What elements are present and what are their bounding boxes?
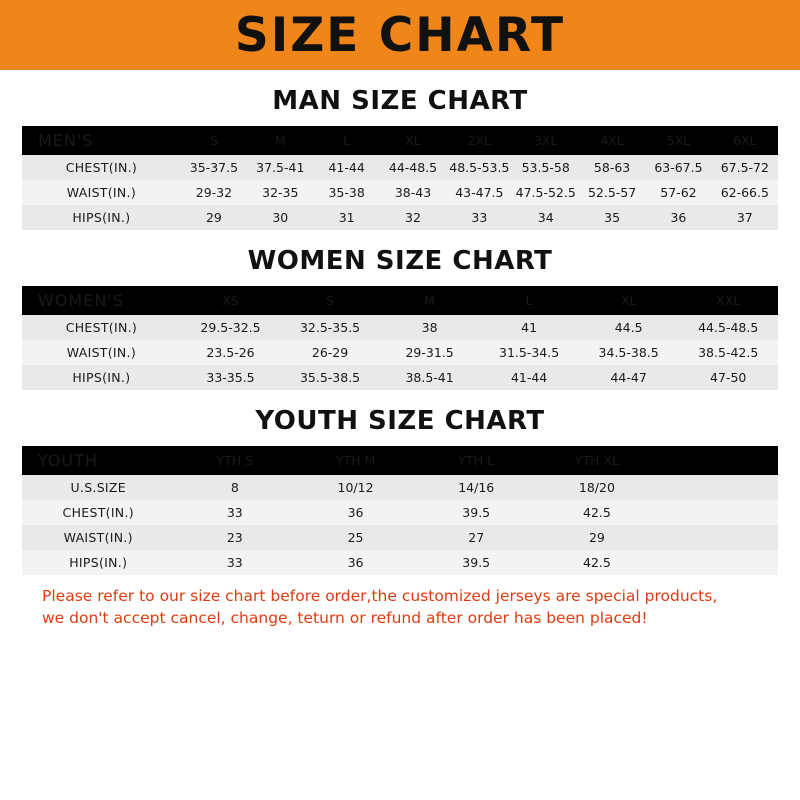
- youth-table-head: [22, 446, 778, 475]
- cell: 41-44: [328, 160, 365, 175]
- row-label: HIPS(IN.): [72, 210, 131, 225]
- cell: 29.5-32.5: [200, 320, 261, 335]
- cell: 38.5-42.5: [698, 345, 759, 360]
- men-col-header: L: [343, 133, 351, 148]
- row-label: CHEST(IN.): [65, 160, 138, 175]
- cell-spacer: [657, 475, 778, 500]
- cell: 25: [347, 530, 364, 545]
- cell: 42.5: [583, 505, 611, 520]
- cell: 48.5-53.5: [449, 160, 510, 175]
- cell: 41: [521, 320, 538, 335]
- women-table-body: [22, 315, 778, 390]
- men-col-header: 3XL: [533, 133, 558, 148]
- youth-header-spacer: [657, 446, 778, 475]
- cell: 35: [604, 210, 621, 225]
- cell: 41-44: [510, 370, 548, 385]
- cell: 29: [588, 530, 605, 545]
- table-row: [22, 315, 778, 340]
- cell: 29-31.5: [405, 345, 454, 360]
- row-label: WAIST(IN.): [66, 345, 136, 360]
- cell: 38.5-41: [405, 370, 454, 385]
- table-row: [22, 525, 778, 550]
- women-table-head: [22, 286, 778, 315]
- women-col-header: XXL: [716, 293, 741, 308]
- cell: 33: [471, 210, 488, 225]
- youth-col-header: YTH XL: [574, 453, 620, 468]
- men-table-body: [22, 155, 778, 230]
- cell: 32-35: [262, 185, 299, 200]
- cell: 44-47: [610, 370, 647, 385]
- cell: 32: [405, 210, 421, 225]
- cell: 30: [272, 210, 289, 225]
- row-label: WAIST(IN.): [66, 185, 136, 200]
- youth-header-row: [22, 446, 778, 475]
- cell: 32.5-35.5: [299, 320, 361, 335]
- cell: 47-50: [710, 370, 747, 385]
- table-row: [22, 500, 778, 525]
- footer-note: [22, 575, 778, 630]
- men-size-table: [22, 126, 778, 230]
- cell: 44.5-48.5: [698, 320, 759, 335]
- youth-col-header: YTH L: [458, 453, 495, 468]
- cell: 38: [421, 320, 438, 335]
- table-row: [22, 180, 778, 205]
- cell: 26-29: [311, 345, 349, 360]
- cell: 37.5-41: [256, 160, 305, 175]
- men-col-header: 6XL: [733, 133, 757, 148]
- women-header-label: WOMEN'S: [38, 291, 124, 310]
- cell: 36: [347, 555, 364, 570]
- cell: 63-67.5: [654, 160, 703, 175]
- cell: 39.5: [462, 555, 491, 570]
- chart-content: [0, 70, 800, 800]
- table-row: [22, 475, 778, 500]
- cell: 67.5-72: [720, 160, 769, 175]
- cell: 42.5: [583, 555, 611, 570]
- men-header-label: MEN'S: [38, 131, 94, 150]
- women-section-title: WOMEN SIZE CHART: [247, 246, 553, 276]
- footer-note-line-2: we don't accept cancel, change, teturn or refund after order has been placed!: [42, 609, 648, 628]
- cell: 52.5-57: [587, 185, 637, 200]
- cell: 53.5-58: [521, 160, 570, 175]
- youth-header-label: YOUTH: [38, 451, 99, 470]
- men-col-header: XL: [405, 133, 421, 148]
- cell: 35.5-38.5: [299, 370, 361, 385]
- cell: 18/20: [578, 480, 615, 495]
- cell: 47.5-52.5: [515, 185, 576, 200]
- row-label: HIPS(IN.): [72, 370, 131, 385]
- men-col-header: S: [209, 133, 218, 148]
- women-size-table: [22, 286, 778, 390]
- cell: 62-66.5: [720, 185, 769, 200]
- row-label: CHEST(IN.): [65, 320, 138, 335]
- women-col-header: L: [525, 293, 533, 308]
- cell: 29: [205, 210, 222, 225]
- women-col-header: M: [424, 293, 435, 308]
- men-table-head: [22, 126, 778, 155]
- youth-col-header: YTH M: [335, 453, 376, 468]
- cell: 38-43: [394, 185, 432, 200]
- youth-col-header: YTH S: [216, 453, 254, 468]
- men-col-header: 5XL: [666, 133, 691, 148]
- cell: 35-38: [328, 185, 365, 200]
- footer-note-line-1: Please refer to our size chart before order,the customized jerseys are special products,: [42, 587, 718, 605]
- cell: 36: [670, 210, 687, 225]
- row-label: U.S.SIZE: [70, 480, 126, 495]
- women-col-header: XS: [222, 293, 239, 308]
- women-header-row: [22, 286, 778, 315]
- row-label: HIPS(IN.): [69, 555, 128, 570]
- cell: 8: [230, 480, 239, 495]
- men-col-header: M: [274, 133, 286, 148]
- header-banner: [0, 0, 800, 70]
- cell: 44.5: [614, 320, 643, 335]
- cell: 43-47.5: [455, 185, 504, 200]
- cell: 58-63: [593, 160, 631, 175]
- cell: 33: [226, 555, 243, 570]
- row-label: CHEST(IN.): [62, 505, 134, 520]
- cell: 39.5: [462, 505, 491, 520]
- cell: 37: [736, 210, 753, 225]
- women-col-header: S: [326, 293, 335, 308]
- cell-spacer: [657, 525, 778, 550]
- page-title: SIZE CHART: [234, 7, 566, 63]
- cell: 23.5-26: [206, 345, 255, 360]
- cell: 29-32: [195, 185, 233, 200]
- cell: 34: [537, 210, 554, 225]
- women-col-header: XL: [620, 293, 637, 308]
- table-row: [22, 550, 778, 575]
- table-row: [22, 340, 778, 365]
- youth-table-body: [22, 475, 778, 575]
- table-row: [22, 365, 778, 390]
- youth-section-title: YOUTH SIZE CHART: [255, 406, 545, 436]
- cell-spacer: [657, 550, 778, 575]
- cell: 23: [226, 530, 243, 545]
- cell-spacer: [657, 500, 778, 525]
- cell: 44-48.5: [388, 160, 438, 175]
- youth-size-table: [22, 446, 778, 575]
- cell: 27: [468, 530, 485, 545]
- cell: 36: [347, 505, 364, 520]
- cell: 33: [226, 505, 243, 520]
- cell: 35-37.5: [189, 160, 239, 175]
- table-row: [22, 155, 778, 180]
- cell: 34.5-38.5: [598, 345, 659, 360]
- men-col-header: 4XL: [600, 133, 624, 148]
- cell: 33-35.5: [206, 370, 255, 385]
- men-header-row: [22, 126, 778, 155]
- men-col-header: 2XL: [467, 133, 492, 148]
- cell: 31: [338, 210, 355, 225]
- row-label: WAIST(IN.): [63, 530, 133, 545]
- cell: 10/12: [337, 480, 374, 495]
- cell: 31.5-34.5: [499, 345, 560, 360]
- table-row: [22, 205, 778, 230]
- cell: 57-62: [660, 185, 697, 200]
- men-section-title: MAN SIZE CHART: [272, 86, 528, 116]
- cell: 14/16: [458, 480, 495, 495]
